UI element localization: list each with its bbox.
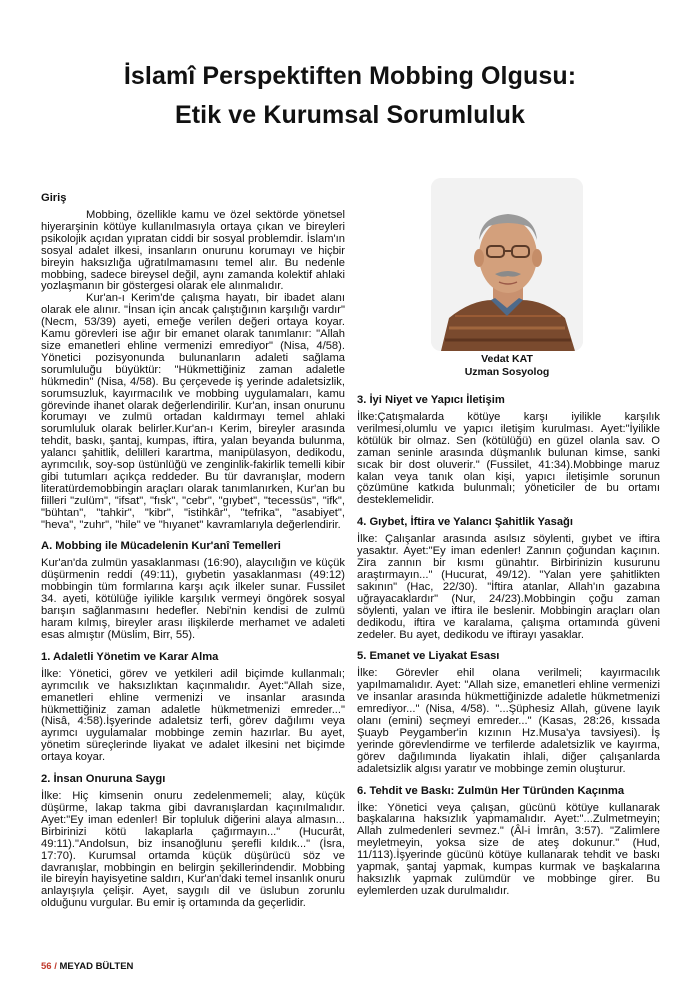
section-1-heading: 1. Adaletli Yönetim ve Karar Alma [41, 650, 219, 663]
article-title-line2: Etik ve Kurumsal Sorumluluk [174, 101, 525, 129]
article-title-line1: İslamî Perspektiften Mobbing Olgusu: [123, 62, 577, 90]
section-3-paragraph: İlke:Çatışmalarda kötüye karşı iyilikle karşılık verilmesi,olumlu ve yapıcı iletişim kurulması. Ayet:"İyilikle kötülük bir olmaz. Sen (kötülüğü) en güzel olanla sav. O zaman seninle arasında düşmanlık bulunan kimse, sanki sıcak bir dost oluverir." (Fussilet, 41:34).Mobbinge maruz kalan veya tanık olan kişi, yapıcı iletişimle sorunun çözümüne katkıda bulunmalı; yöneticiler de bu ortamı desteklemelidir. [357, 411, 660, 507]
section-3-heading: 3. İyi Niyet ve Yapıcı İletişim [357, 394, 505, 406]
intro-heading: Giriş [41, 192, 67, 204]
section-2-paragraph: İlke: Hiç kimsenin onuru zedelenmemeli; alay, küçük düşürme, lakap takma gibi davranışlardan kaçınılmalıdır. Ayet:"Ey iman edenler! Bir topluluk diğerini alaya almasın... Birbirinizi kötü lakaplarla çağırmayın..." (Hucurât, 49:11)."Andolsun, biz insanoğlunu şerefli kıldık..." (İsra, 17:70). Kurumsal ortamda küçük düşürücü söz ve davranışlar, mobbingin en belirgin şekillerindendir. Mobbing ile bireyin hayisyetine saldırı, Kur'an'daki temel insanlık onuru anlayışıyla çelişir. Ayet, saygılı dil ve üslubun zorunlu olduğunu vurgular. Bu emir iş ortamında da geçerlidir. [41, 790, 346, 910]
section-a-heading: A. Mobbing ile Mücadelenin Kur'anî Temelleri [41, 540, 281, 553]
section-5-heading: 5. Emanet ve Liyakat Esası [357, 650, 500, 663]
intro-paragraph-1: Mobbing, özellikle kamu ve özel sektörde yönetsel hiyerarşinin kötüye kullanılmasıyla ortaya çıkan ve bireyleri psikolojik açıdan yıpratan ciddi bir sosyal problemdir. İslam'ın sosyal adalet ilkesi, insanların onurunu korumayı ve hiçbir bireyin haksızlığa uğratılmamasını temel alır. Bu nedenle mobbing, sadece bireysel değil, aynı zamanda kolektif ahlaki yozlaşmanın bir göstergesi olarak ele alınmalıdır. [41, 209, 345, 293]
section-6-heading: 6. Tehdit ve Baskı: Zulmün Her Türünden Kaçınma [357, 784, 625, 797]
section-a-paragraph: Kur'an'da zulmün yasaklanması (16:90), alaycılığın ve küçük düşürmenin reddi (49:11), gıybetin yasaklanması (49:12) mobbingin tüm formlarına karşı açık ilkeler sunar. Fussilet 34. ayeti, kötülüğe iyilikle karşılık vermeyi öngörek sosyal barışın sağlanmasını hedefler. Nebi'nin kendisi de zulmü haram kılmış, bireyler arası ilişkilerde merhamet ve adaleti esas almıştır (Müslim, Birr, 55). [41, 557, 345, 641]
section-4-heading: 4. Gıybet, İftira ve Yalancı Şahitlik Yasağı [357, 516, 573, 529]
footer-separator: / [54, 961, 57, 972]
author-name: Vedat KAT [481, 353, 533, 365]
author-role: Uzman Sosyolog [464, 366, 550, 378]
section-4-paragraph: İlke: Çalışanlar arasında asılsız söylenti, gıybet ve iftira yasaktır. Ayet:"Ey iman edenler! Zannın çoğundan kaçının. Zira zannın bir kısmı günahtır. Birbirinizin kusurunu araştırmayın..." (Hucurat, 49/12). "Yalan yere şahitlikten sakının" (Hac, 22/30). "İftira atanlar, Allah'ın gazabına uğrayacaklardır" (Nur, 24/23).Mobbingin çoğu zaman söylenti, yalan ve iftira ile beslenir. Mobbingin araçları olan dedikodu, iftira ve karalama, çalışma ortamında güveni zedeler. Bu ayet, dedikodu ve iftirayı yasaklar. [357, 533, 660, 641]
right-column [357, 394, 660, 898]
section-5-paragraph: İlke: Görevler ehil olana verilmeli; kayırmacılık yapılmamalıdır. Ayet: "Allah size, emanetleri ehline vermenizi ve insanlar arasında hükmettiğinizde adaletle hükmetmenizi emrediyor..." (Nisa, 4/58). "...Şüphesiz Allah, güvene layık olanı (emini) seçmeyi emreder..." (Kasas, 28:26, kıssada Şuayb Peygamber'in kızının Hz.Musa'ya tavsiyesi). İş yerinde görevlendirme ve terfilerde adaletsizlik ve kayırma, görev dağılımında liyakatin ihlali, diğer çalışanlarda adaletsizlik algısı yaratır ve mobbinge zemin oluşturur. [357, 667, 660, 775]
section-6-paragraph: İlke: Yönetici veya çalışan, gücünü kötüye kullanarak başkalarına haksızlık yapmamalıdır. Ayet:"...Zulmetmeyin; Allah zulmedenleri sevmez." (Âl-i İmrân, 3:57). "Zalimlere meyletmeyin, yoksa size de ateş dokunur." (Hud, 11/113).İşyerinde gücünü kötüye kullanarak tehdit ve baskı yapmak, şantaj yapmak, kumpas kurmak ve başkalarına haksızlık yapmak zulümdür ve mobbinge girer. Bu eylemlerden uzak durulmalıdır. [357, 801, 660, 897]
left-column [41, 192, 345, 910]
publication-name: MEYAD BÜLTEN [59, 961, 134, 972]
section-1-paragraph: İlke: Yönetici, görev ve yetkileri adil biçimde kullanmalı; ayrımcılık ve haksızlıktan kaçınmalıdır. Ayet:"Allah size, emanetleri ehline vermenizi ve insanlar arasında hükmettiğiniz zaman adaletle hükmetmenizi emreder..." (Nisâ, 4:58).İşyerinde adaletsiz terfi, görev dağılımı veya ayrımcı uygulamalar mobbinge zemin hazırlar. Bu ayet, yönetim süreçlerinde liyakat ve adalet ilkesini net biçimde ortaya koyar. [41, 667, 345, 764]
page-footer [41, 961, 133, 972]
section-2-heading: 2. İnsan Onuruna Saygı [41, 773, 166, 786]
intro-paragraph-2: Kur'an-ı Kerim'de çalışma hayatı, bir ibadet alanı olarak ele alınır. "İnsan için ancak çalıştığının karşılığı vardır" (Necm, 53/39) ayeti, emeğe verilen değeri ortaya koyar. Kamu görevleri ise ağır bir emanet olarak tanımlanır: "Allah size emanetleri ehline vermenizi emrediyor" (Nisa, 4/58). Yönetici pozisyonunda bulunanların adaleti sağlama sorumluluğu büyüktür: "Hükmettiğiniz zaman adaletle hükmedin" (Nisa, 4/58). Bu çerçevede iş yerinde adaletsizlik, sorumsuzluk, kayırmacılık ve mobbing uygulamaları, kamu görevinde ihanet olarak değerlendirilir. Kur'an, insan onurunu korumayı ve zulmü ortadan kaldırmayı temel ahlaki sorumluluk olarak belirler.Kur'an-ı Kerim, bireyler arasında tehdit, baskı, şantaj, kumpas, iftira, yalan beyanda bulunma, yalancı şahitlik, delilleri karartma, manipülasyon, dedikodu, ayrımcılık, soy-sop üstünlüğü ve zenginlik-fakirlik temelli kibir gibi tutumları açıkça reddeder. Bu tür davranışlar, modern literatürdemobbingin araçları olarak tanımlanırken, Kur'an bu fiilleri "zulüm", "ifsat", "fısk", "cebr", "gıybet", "tecessüs", "ifk", "bühtan", "tahkir", "kibr", "istihkâr", "tefrika", "asabiyet", "heva", "zuhr", "hile" ve "hıyanet" kavramlarıyla değerlendirir. [41, 292, 345, 531]
page-number: 56 [41, 961, 52, 972]
author-photo [431, 178, 583, 351]
